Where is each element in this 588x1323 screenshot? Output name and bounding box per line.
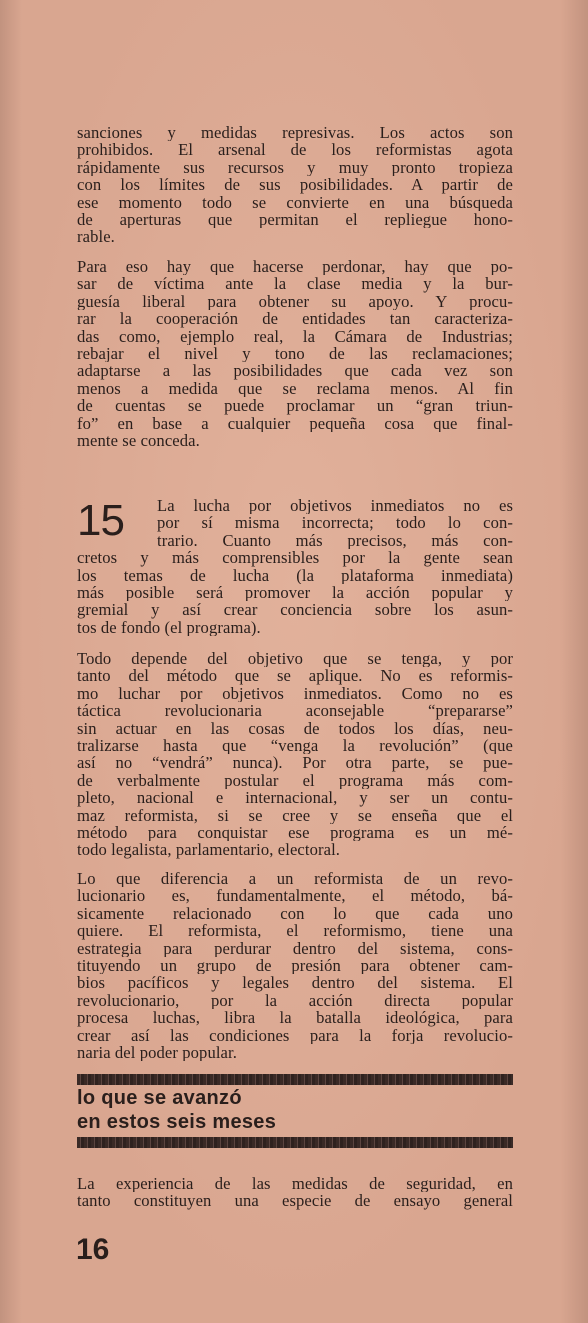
paragraph-text [77,124,513,246]
text-line: mo luchar por objetivos inmediatos. Como no es [77,684,513,703]
paragraph-text [77,497,513,636]
paragraph-diferencia [77,870,513,1061]
text-line: de verbalmente postular el programa más com- [77,771,513,790]
text-line: rable. [77,228,115,246]
paragraph-experiencia [77,1175,513,1210]
heading-rule-bottom [77,1137,513,1148]
text-line: los temas de lucha (la plataforma inmediata) [77,566,513,584]
text-line: quiere. El reformista, el reformismo, tiene una [77,922,513,940]
text-line: tanto del método que se aplique. No es reformis- [77,667,513,685]
text-line: fo” en base a cualquier pequeña cosa que final- [77,414,513,432]
text-line: sicamente relacionado con lo que cada uno [77,904,513,923]
text-line: método para conquistar ese programa es un mé- [77,823,513,842]
paragraph-section-15 [77,497,513,636]
text-line: rar la cooperación de entidades tan caracteriza- [77,310,513,328]
text-line: ese momento todo se convierte en una búsqueda [77,193,513,211]
text-line: Para eso hay que hacerse perdonar, hay que po- [77,258,513,276]
text-line: naria del poder popular. [77,1043,237,1062]
text-line: con los límites de sus posibilidades. A partir de [77,176,513,194]
heading-line: en estos seis meses [77,1111,277,1133]
text-line: todo legalista, parlamentario, electoral. [77,841,341,859]
text-line: das como, ejemplo real, la Cámara de Industrias; [77,327,513,345]
text-line: sar de víctima ante la clase media y la bur- [77,275,513,293]
text-line: Todo depende del objetivo que se tenga, y por [77,650,513,668]
text-line: sin actuar en las cosas de todos los días, neu- [77,719,513,737]
text-line: crear así las condiciones para la forja revolucio- [77,1026,513,1044]
text-line: Lo que diferencia a un reformista de un revo- [77,870,513,888]
paragraph-text [77,650,513,859]
text-line: pleto, nacional e internacional, y ser un contu- [77,789,513,807]
text-line: rápidamente sus recursos y muy pronto tropieza [77,158,513,177]
text-line: cretos y más comprensibles por la gente sean [77,549,513,567]
text-line: sanciones y medidas represivas. Los actos son [77,124,513,142]
paragraph-objetivo [77,650,513,859]
text-line: mente se conceda. [77,431,200,450]
text-line: tralizarse hasta que “venga la revolución” (que [77,736,513,755]
heading-line: lo que se avanzó [77,1087,242,1109]
text-line: gremial y así crear conciencia sobre los asun- [77,601,513,619]
text-line: La lucha por objetivos inmediatos no es [157,497,513,515]
paragraph-text [77,258,513,449]
text-line: revolucionario, por la acción directa popular [77,991,513,1010]
text-line: maz reformista, si se cree y se enseña que el [77,806,513,824]
paragraph-sanciones [77,124,513,246]
text-line: guesía liberal para obtener su apoyo. Y procu- [77,292,513,311]
text-line: menos a medida que se reclama menos. Al fin [77,379,513,398]
text-line: por sí misma incorrecta; todo lo con- [157,514,513,532]
text-line: trario. Cuanto más precisos, más con- [157,531,513,550]
text-line: táctica revolucionaria aconsejable “prepararse” [77,702,513,720]
text-line: lucionario es, fundamentalmente, el método, bá- [77,887,513,905]
text-line: tanto constituyen una especie de ensayo general [77,1192,513,1210]
text-line: de cuentas se puede proclamar un “gran triun- [77,397,513,415]
text-line: tos de fondo (el programa). [77,618,261,637]
text-line: bios pacíficos y legales dentro del sistema. El [77,974,513,992]
text-line: procesa luchas, libra la batalla ideológica, para [77,1009,513,1027]
text-line: de aperturas que permitan el repliegue hono- [77,210,513,229]
paragraph-text [77,870,513,1061]
text-line: prohibidos. El arsenal de los reformistas agota [77,141,513,159]
paragraph-perdonar [77,258,513,449]
text-line: estrategia para perdurar dentro del sistema, cons- [77,939,513,957]
section-heading [77,1086,513,1134]
text-line: tituyendo un grupo de presión para obtener cam- [77,956,513,975]
text-line: La experiencia de las medidas de seguridad, en [77,1175,513,1193]
section-number: 15 [77,496,124,545]
text-line: adaptarse a las posibilidades que cada vez son [77,362,513,380]
text-line: rebajar el nivel y tono de las reclamaciones; [77,344,513,363]
heading-rule-top [77,1074,513,1085]
text-line: más posible será promover la acción popular y [77,583,513,602]
text-line: así no “vendrá” nunca). Por otra parte, se pue- [77,754,513,772]
page-number: 16 [76,1233,110,1266]
paragraph-text [77,1175,513,1210]
